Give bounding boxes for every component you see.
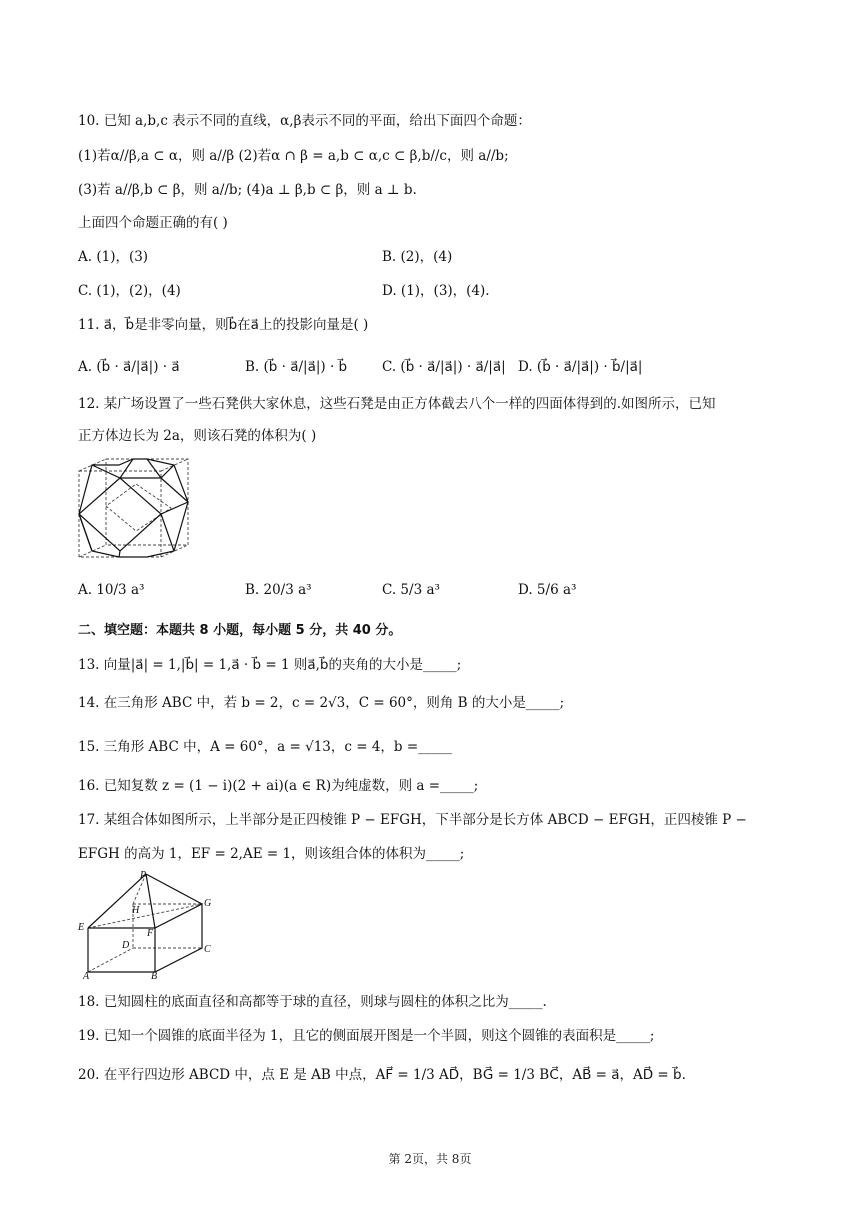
q16: 16. 已知复数 z = (1 − i)(2 + ai)(a ∈ R)为纯虚数，则 a =_____; bbox=[78, 778, 479, 794]
q17-line1: 17. 某组合体如图所示，上半部分是正四棱锥 P − EFGH，下半部分是长方体 ABCD − EFGH，正四棱锥 P − bbox=[78, 812, 747, 828]
q12-stem-line1: 12. 某广场设置了一些石凳供大家休息，这些石凳是由正方体截去八个一样的四面体得到的.如图所示，已知 bbox=[78, 396, 716, 412]
label-g: G bbox=[204, 898, 212, 909]
q12-option-a: A. 10/3 a³ bbox=[78, 582, 145, 598]
q17-line2: EFGH 的高为 1，EF = 2,AE = 1，则该组合体的体积为_____; bbox=[78, 846, 465, 862]
q12-option-d: D. 5/6 a³ bbox=[518, 582, 577, 598]
q11-option-d: D. (b⃗ · a⃗/|a⃗|) · b⃗/|a⃗| bbox=[518, 359, 643, 375]
label-e: E bbox=[78, 922, 85, 933]
label-a: A bbox=[83, 971, 90, 980]
q15: 15. 三角形 ABC 中，A = 60°，a = √13，c = 4，b =_____ bbox=[78, 739, 452, 755]
q18: 18. 已知圆柱的底面直径和高都等于球的直径，则球与圆柱的体积之比为_____. bbox=[78, 994, 547, 1010]
q13: 13. 向量|a⃗| = 1,|b⃗| = 1,a⃗ · b⃗ = 1 则a⃗,b⃗的夹角的大小是_____; bbox=[78, 657, 462, 673]
q19: 19. 已知一个圆锥的底面半径为 1，且它的侧面展开图是一个半圆，则这个圆锥的表面积是_____; bbox=[78, 1028, 655, 1044]
label-b: B bbox=[151, 971, 158, 980]
label-f: F bbox=[147, 928, 154, 939]
q12-option-c: C. 5/3 a³ bbox=[382, 582, 440, 598]
label-c: C bbox=[204, 944, 211, 955]
label-d: D bbox=[122, 940, 130, 951]
q20: 20. 在平行四边形 ABCD 中，点 E 是 AB 中点，AF⃗ = 1/3 AD⃗，BG⃗ = 1/3 BC⃗，AB⃗ = a⃗，AD⃗ = b⃗. bbox=[78, 1067, 686, 1083]
page-footer: 第 2页，共 8页 bbox=[388, 1152, 472, 1166]
q11-stem: 11. a⃗，b⃗是非零向量，则b⃗在a⃗上的投影向量是( ) bbox=[78, 317, 369, 333]
q11-option-b: B. (b⃗ · a⃗/|a⃗|) · b⃗ bbox=[245, 359, 348, 375]
q10-proposition-1-2: (1)若α//β,a ⊂ α，则 a//β (2)若α ∩ β = a,b ⊂ α,c ⊂ β,b//c，则 a//b; bbox=[78, 148, 509, 164]
q10-option-d: D. (1)，(3)，(4). bbox=[382, 283, 490, 299]
section-heading-fill-blank: 二、填空题：本题共 8 小题，每小题 5 分，共 40 分。 bbox=[78, 623, 402, 638]
q10-question: 上面四个命题正确的有( ) bbox=[78, 215, 228, 231]
pyramid-cuboid-figure bbox=[74, 868, 224, 980]
q10-option-c: C. (1)，(2)，(4) bbox=[78, 283, 181, 299]
q10-option-b: B. (2)，(4) bbox=[382, 249, 453, 265]
q11-option-c: C. (b⃗ · a⃗/|a⃗|) · a⃗/|a⃗| bbox=[382, 359, 506, 375]
q12-option-b: B. 20/3 a³ bbox=[245, 582, 312, 598]
q10-proposition-3-4: (3)若 a//β,b ⊂ β，则 a//b; (4)a ⊥ β,b ⊂ β，则 a ⊥ b. bbox=[78, 182, 417, 198]
q14: 14. 在三角形 ABC 中，若 b = 2，c = 2√3，C = 60°，则角 B 的大小是_____; bbox=[78, 695, 565, 711]
q12-stem-line2: 正方体边长为 2a，则该石凳的体积为( ) bbox=[78, 428, 317, 444]
q10-option-a: A. (1)，(3) bbox=[78, 249, 149, 265]
q10-stem: 10. 已知 a,b,c 表示不同的直线，α,β表示不同的平面，给出下面四个命题： bbox=[78, 113, 531, 129]
cuboctahedron-figure bbox=[76, 456, 192, 560]
label-h: H bbox=[132, 905, 140, 916]
q11-option-a: A. (b⃗ · a⃗/|a⃗|) · a⃗ bbox=[78, 359, 180, 375]
label-p: P bbox=[140, 870, 147, 881]
